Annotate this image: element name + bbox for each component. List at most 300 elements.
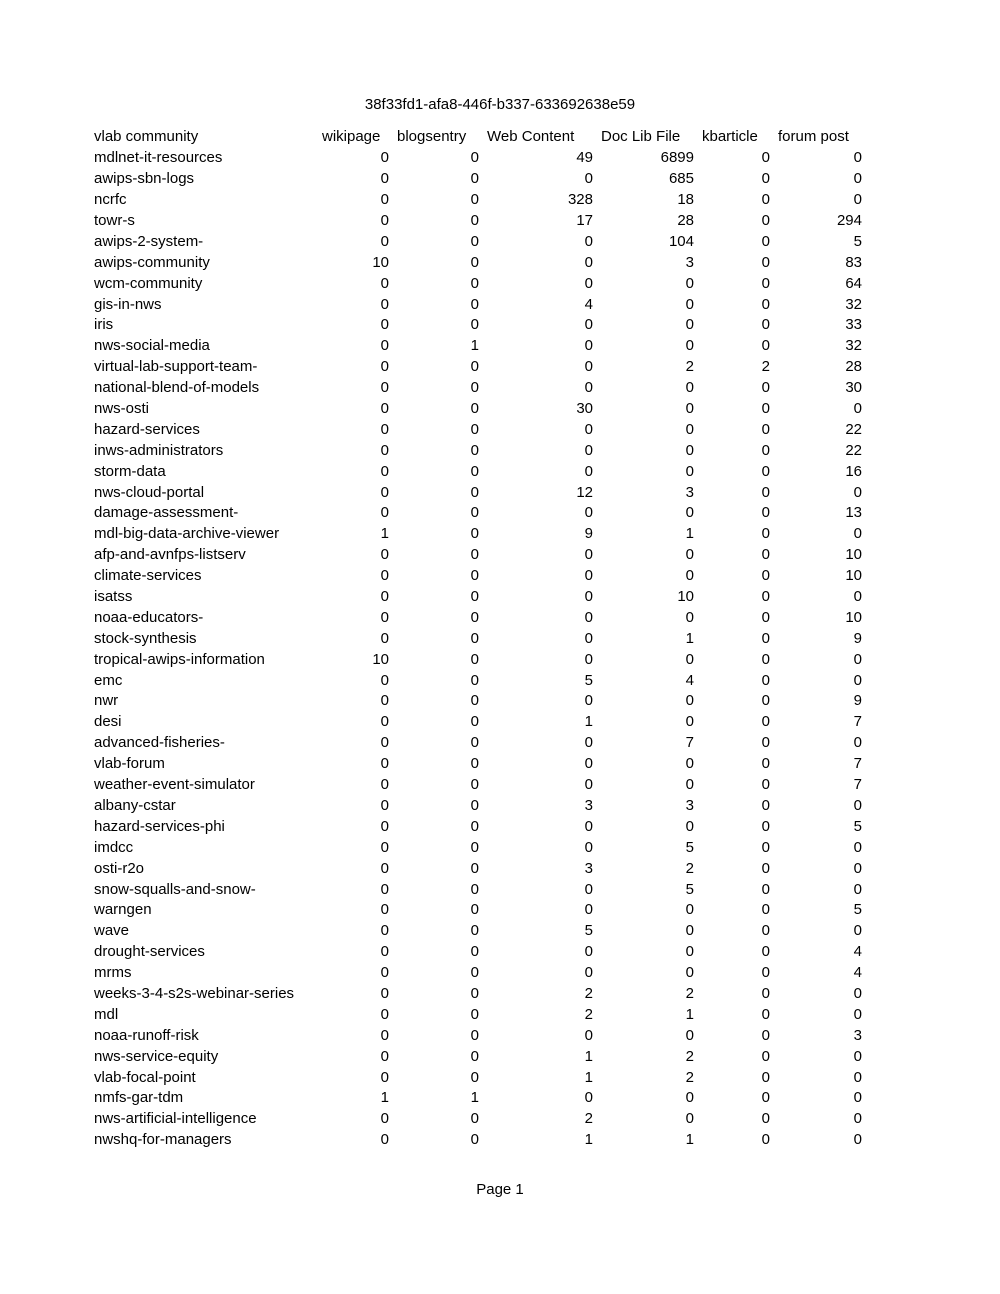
doc-lib-file-count: 0 (685, 420, 694, 438)
doc-lib-file-count: 0 (685, 441, 694, 459)
kbarticle-count: 0 (761, 170, 770, 188)
wikipage-count: 0 (380, 567, 389, 585)
web-content-count: 0 (584, 274, 593, 292)
forum-post-count: 5 (853, 232, 862, 250)
table-row (90, 942, 866, 963)
doc-lib-file-count: 0 (685, 650, 694, 668)
wikipage-count: 0 (380, 588, 389, 606)
doc-lib-file-count: 0 (685, 295, 694, 313)
kbarticle-count: 0 (761, 525, 770, 543)
doc-lib-file-count: 2 (685, 1047, 694, 1065)
blogsentry-count: 0 (470, 212, 479, 229)
community-name: awips-community (94, 253, 210, 271)
doc-lib-file-count: 1 (685, 629, 694, 647)
wikipage-count: 0 (380, 671, 389, 689)
web-content-count: 1 (584, 713, 593, 731)
wikipage-count: 0 (380, 964, 389, 982)
blogsentry-count: 0 (470, 420, 479, 438)
wikipage-count: 0 (380, 274, 389, 292)
doc-lib-file-count: 3 (685, 483, 694, 501)
table-row (90, 837, 866, 858)
community-name: awips-sbn-logs (94, 170, 195, 188)
blogsentry-count: 0 (470, 253, 479, 271)
forum-post-count: 0 (853, 1068, 862, 1086)
forum-post-count: 294 (836, 212, 862, 229)
forum-post-count: 7 (853, 776, 862, 794)
forum-post-count: 83 (845, 253, 862, 271)
doc-lib-file-count: 0 (685, 943, 694, 961)
kbarticle-count: 0 (761, 400, 770, 418)
web-content-count: 0 (584, 170, 593, 188)
blogsentry-count: 0 (470, 796, 479, 814)
table-row (90, 1130, 866, 1151)
wikipage-count: 0 (380, 629, 389, 647)
table-row (90, 1088, 866, 1109)
table-row (90, 858, 866, 879)
kbarticle-count: 0 (761, 922, 770, 940)
wikipage-count: 0 (380, 1110, 389, 1128)
forum-post-count: 30 (845, 379, 862, 397)
table-row (90, 273, 866, 294)
column-header-community: vlab community (94, 128, 199, 146)
web-content-count: 0 (584, 629, 593, 647)
wikipage-count: 0 (380, 943, 389, 961)
table-row (90, 419, 866, 440)
web-content-count: 0 (584, 817, 593, 835)
kbarticle-count: 0 (761, 629, 770, 647)
doc-lib-file-count: 0 (685, 1089, 694, 1107)
wikipage-count: 0 (380, 149, 389, 167)
web-content-count: 0 (584, 253, 593, 271)
doc-lib-file-count: 104 (668, 232, 694, 250)
forum-post-count: 64 (845, 274, 862, 292)
kbarticle-count: 0 (761, 420, 770, 438)
blogsentry-count: 0 (470, 984, 479, 1002)
table-row (90, 190, 866, 211)
kbarticle-count: 0 (761, 943, 770, 961)
wikipage-count: 0 (380, 337, 389, 355)
forum-post-count: 22 (845, 441, 862, 459)
forum-post-count: 10 (845, 546, 862, 564)
table-row (90, 587, 866, 608)
forum-post-count: 0 (853, 671, 862, 689)
blogsentry-count: 0 (470, 191, 479, 209)
table-body (90, 148, 866, 1151)
community-name: nmfs-gar-tdm (94, 1089, 184, 1107)
community-name: albany-cstar (94, 796, 176, 814)
kbarticle-count: 0 (761, 337, 770, 355)
web-content-count: 0 (584, 337, 593, 355)
wikipage-count: 0 (380, 546, 389, 564)
kbarticle-count: 0 (761, 1089, 770, 1107)
forum-post-count: 3 (853, 1026, 862, 1044)
kbarticle-count: 0 (761, 212, 770, 229)
forum-post-count: 0 (853, 922, 862, 940)
wikipage-count: 0 (380, 859, 389, 877)
blogsentry-count: 0 (470, 504, 479, 522)
kbarticle-count: 0 (761, 462, 770, 480)
kbarticle-count: 0 (761, 880, 770, 898)
web-content-count: 5 (584, 671, 593, 689)
wikipage-count: 1 (380, 525, 389, 543)
table-row (90, 1109, 866, 1130)
wikipage-count: 0 (380, 1047, 389, 1065)
table-row (90, 879, 866, 900)
web-content-count: 0 (584, 232, 593, 250)
forum-post-count: 0 (853, 191, 862, 209)
forum-post-count: 7 (853, 755, 862, 773)
forum-post-count: 4 (853, 964, 862, 982)
wikipage-count: 0 (380, 734, 389, 752)
community-name: nws-artificial-intelligence (94, 1110, 257, 1128)
community-name: warngen (94, 901, 152, 919)
web-content-count: 0 (584, 838, 593, 856)
doc-lib-file-count: 0 (685, 567, 694, 585)
table-row (90, 524, 866, 545)
blogsentry-count: 0 (470, 1026, 479, 1044)
forum-post-count: 0 (853, 149, 862, 167)
forum-post-count: 5 (853, 901, 862, 919)
column-header-doc-lib-file: Doc Lib File (601, 128, 681, 146)
forum-post-count: 0 (853, 170, 862, 188)
wikipage-count: 1 (380, 1089, 389, 1107)
web-content-count: 0 (584, 692, 593, 710)
kbarticle-count: 0 (761, 588, 770, 606)
column-header-forum-post: forum post (778, 128, 849, 146)
community-name: nwshq-for-managers (94, 1131, 232, 1149)
wikipage-count: 0 (380, 608, 389, 626)
table-row (90, 1046, 866, 1067)
doc-lib-file-count: 0 (685, 901, 694, 919)
doc-lib-file-count: 0 (685, 337, 694, 355)
doc-lib-file-count: 5 (685, 838, 694, 856)
wikipage-count: 0 (380, 1026, 389, 1044)
web-content-count: 1 (584, 1131, 593, 1149)
blogsentry-count: 0 (470, 546, 479, 564)
kbarticle-count: 0 (761, 316, 770, 334)
kbarticle-count: 0 (761, 295, 770, 313)
blogsentry-count: 0 (470, 817, 479, 835)
blogsentry-count: 0 (470, 149, 479, 167)
forum-post-count: 7 (853, 713, 862, 731)
doc-lib-file-count: 2 (685, 859, 694, 877)
wikipage-count: 0 (380, 984, 389, 1002)
community-name: stock-synthesis (94, 629, 197, 647)
web-content-count: 0 (584, 943, 593, 961)
forum-post-count: 9 (853, 629, 862, 647)
forum-post-count: 0 (853, 984, 862, 1002)
wikipage-count: 0 (380, 1131, 389, 1149)
doc-lib-file-count: 0 (685, 608, 694, 626)
kbarticle-count: 0 (761, 546, 770, 564)
doc-lib-file-count: 0 (685, 274, 694, 292)
doc-lib-file-count: 0 (685, 546, 694, 564)
column-header-wikipage: wikipage (322, 128, 381, 146)
community-name: noaa-educators- (94, 608, 204, 626)
web-content-count: 0 (584, 358, 593, 376)
kbarticle-count: 0 (761, 755, 770, 773)
doc-lib-file-count: 18 (677, 191, 694, 209)
wikipage-count: 0 (380, 922, 389, 940)
forum-post-count: 0 (853, 1005, 862, 1023)
kbarticle-count: 0 (761, 149, 770, 167)
kbarticle-count: 0 (761, 650, 770, 668)
wikipage-count: 0 (380, 232, 389, 250)
web-content-count: 0 (584, 504, 593, 522)
forum-post-count: 5 (853, 817, 862, 835)
web-content-count: 0 (584, 316, 593, 334)
community-name: awips-2-system- (94, 232, 204, 250)
doc-lib-file-count: 10 (677, 588, 694, 606)
doc-lib-file-count: 1 (685, 1005, 694, 1023)
web-content-count: 4 (584, 295, 593, 313)
wikipage-count: 0 (380, 1005, 389, 1023)
doc-lib-file-count: 7 (685, 734, 694, 752)
doc-lib-file-count: 0 (685, 316, 694, 334)
blogsentry-count: 0 (470, 483, 479, 501)
web-content-count: 17 (576, 212, 593, 229)
community-name: drought-services (94, 943, 205, 961)
kbarticle-count: 0 (761, 1026, 770, 1044)
blogsentry-count: 0 (470, 838, 479, 856)
kbarticle-count: 0 (761, 483, 770, 501)
doc-lib-file-count: 685 (668, 170, 694, 188)
web-content-count: 2 (584, 1005, 593, 1023)
doc-lib-file-count: 5 (685, 880, 694, 898)
table-row (90, 378, 866, 399)
table-row (90, 461, 866, 482)
table-row (90, 148, 866, 169)
blogsentry-count: 0 (470, 692, 479, 710)
blogsentry-count: 1 (470, 1089, 479, 1107)
web-content-count: 0 (584, 462, 593, 480)
wikipage-count: 10 (372, 650, 389, 668)
table-row (90, 399, 866, 420)
forum-post-count: 0 (853, 1131, 862, 1149)
table-row (90, 545, 866, 566)
doc-lib-file-count: 0 (685, 713, 694, 731)
doc-lib-file-count: 0 (685, 755, 694, 773)
table-row (90, 315, 866, 336)
web-content-count: 0 (584, 964, 593, 982)
blogsentry-count: 0 (470, 1005, 479, 1023)
community-name: isatss (94, 588, 133, 606)
wikipage-count: 0 (380, 295, 389, 313)
doc-lib-file-count: 0 (685, 817, 694, 835)
blogsentry-count: 0 (470, 734, 479, 752)
wikipage-count: 0 (380, 1068, 389, 1086)
kbarticle-count: 0 (761, 901, 770, 919)
forum-post-count: 0 (853, 1110, 862, 1128)
table-row (90, 1067, 866, 1088)
wikipage-count: 0 (380, 441, 389, 459)
data-table (90, 127, 866, 1151)
web-content-count: 0 (584, 901, 593, 919)
community-name: ncrfc (94, 191, 127, 209)
kbarticle-count: 0 (761, 838, 770, 856)
kbarticle-count: 0 (761, 713, 770, 731)
web-content-count: 0 (584, 420, 593, 438)
kbarticle-count: 0 (761, 1005, 770, 1023)
web-content-count: 0 (584, 1026, 593, 1044)
blogsentry-count: 0 (470, 567, 479, 585)
blogsentry-count: 0 (470, 588, 479, 606)
forum-post-count: 0 (853, 1047, 862, 1065)
wikipage-count: 0 (380, 796, 389, 814)
table-row (90, 566, 866, 587)
forum-post-count: 0 (853, 400, 862, 418)
blogsentry-count: 0 (470, 964, 479, 982)
forum-post-count: 22 (845, 420, 862, 438)
doc-lib-file-count: 3 (685, 796, 694, 814)
table-row (90, 1025, 866, 1046)
blogsentry-count: 0 (470, 776, 479, 794)
kbarticle-count: 0 (761, 984, 770, 1002)
forum-post-count: 33 (845, 316, 862, 334)
blogsentry-count: 0 (470, 1068, 479, 1086)
doc-lib-file-count: 0 (685, 922, 694, 940)
blogsentry-count: 0 (470, 232, 479, 250)
forum-post-count: 0 (853, 880, 862, 898)
community-name: snow-squalls-and-snow- (94, 880, 256, 898)
community-name: weather-event-simulator (94, 776, 255, 794)
table-row (90, 963, 866, 984)
doc-lib-file-count: 0 (685, 692, 694, 710)
forum-post-count: 0 (853, 838, 862, 856)
kbarticle-count: 0 (761, 567, 770, 585)
wikipage-count: 0 (380, 358, 389, 376)
community-name: nws-osti (94, 400, 150, 418)
community-name: hazard-services (94, 420, 200, 438)
table-row (90, 211, 866, 232)
forum-post-count: 0 (853, 1089, 862, 1107)
header-row (90, 127, 866, 148)
blogsentry-count: 0 (470, 316, 479, 334)
community-name: storm-data (94, 462, 166, 480)
doc-lib-file-count: 6899 (660, 149, 694, 167)
forum-post-count: 0 (853, 796, 862, 814)
doc-lib-file-count: 0 (685, 776, 694, 794)
kbarticle-count: 0 (761, 734, 770, 752)
column-header-blogsentry: blogsentry (397, 128, 467, 146)
wikipage-count: 0 (380, 901, 389, 919)
web-content-count: 1 (584, 1047, 593, 1065)
web-content-count: 0 (584, 379, 593, 397)
wikipage-count: 0 (380, 212, 389, 229)
page-number: Page 1 (476, 1181, 524, 1198)
forum-post-count: 28 (845, 358, 862, 376)
web-content-count: 2 (584, 984, 593, 1002)
web-content-count: 0 (584, 650, 593, 668)
community-name: hazard-services-phi (94, 817, 225, 835)
web-content-count: 0 (584, 588, 593, 606)
table-row (90, 733, 866, 754)
table-row (90, 336, 866, 357)
kbarticle-count: 0 (761, 253, 770, 271)
community-name: mdlnet-it-resources (94, 149, 223, 167)
community-name: nws-social-media (94, 337, 210, 355)
forum-post-count: 0 (853, 734, 862, 752)
kbarticle-count: 0 (761, 608, 770, 626)
web-content-count: 0 (584, 776, 593, 794)
doc-lib-file-count: 1 (685, 1131, 694, 1149)
table-row (90, 294, 866, 315)
forum-post-count: 10 (845, 608, 862, 626)
table-row (90, 503, 866, 524)
forum-post-count: 10 (845, 567, 862, 585)
table-row (90, 816, 866, 837)
blogsentry-count: 0 (470, 880, 479, 898)
community-name: wave (94, 922, 130, 940)
doc-lib-file-count: 1 (685, 525, 694, 543)
doc-lib-file-count: 3 (685, 253, 694, 271)
wikipage-count: 0 (380, 755, 389, 773)
kbarticle-count: 0 (761, 776, 770, 794)
wikipage-count: 10 (372, 253, 389, 271)
community-name: vlab-focal-point (94, 1068, 196, 1086)
forum-post-count: 0 (853, 859, 862, 877)
blogsentry-count: 0 (470, 274, 479, 292)
forum-post-count: 0 (853, 483, 862, 501)
blogsentry-count: 0 (470, 713, 479, 731)
web-content-count: 0 (584, 608, 593, 626)
blogsentry-count: 0 (470, 1047, 479, 1065)
blogsentry-count: 0 (470, 441, 479, 459)
community-name: desi (94, 713, 122, 731)
doc-lib-file-count: 0 (685, 379, 694, 397)
wikipage-count: 0 (380, 170, 389, 188)
wikipage-count: 0 (380, 191, 389, 209)
forum-post-count: 4 (853, 943, 862, 961)
community-name: damage-assessment- (94, 504, 239, 522)
kbarticle-count: 0 (761, 441, 770, 459)
doc-lib-file-count: 28 (677, 212, 694, 229)
forum-post-count: 0 (853, 650, 862, 668)
blogsentry-count: 0 (470, 1131, 479, 1149)
forum-post-count: 9 (853, 692, 862, 710)
community-name: imdcc (94, 838, 134, 856)
kbarticle-count: 0 (761, 817, 770, 835)
web-content-count: 0 (584, 880, 593, 898)
community-name: mdl (94, 1005, 119, 1023)
kbarticle-count: 0 (761, 671, 770, 689)
web-content-count: 3 (584, 859, 593, 877)
web-content-count: 0 (584, 734, 593, 752)
community-name: afp-and-avnfps-listserv (94, 546, 246, 564)
doc-lib-file-count: 0 (685, 964, 694, 982)
doc-lib-file-count: 4 (685, 671, 694, 689)
table-row (90, 649, 866, 670)
table-row (90, 440, 866, 461)
blogsentry-count: 0 (470, 650, 479, 668)
wikipage-count: 0 (380, 880, 389, 898)
kbarticle-count: 0 (761, 191, 770, 209)
table-row (90, 900, 866, 921)
wikipage-count: 0 (380, 462, 389, 480)
web-content-count: 3 (584, 796, 593, 814)
community-name: virtual-lab-support-team- (94, 358, 258, 376)
blogsentry-count: 0 (470, 901, 479, 919)
web-content-count: 0 (584, 441, 593, 459)
web-content-count: 49 (576, 149, 593, 167)
kbarticle-count: 0 (761, 274, 770, 292)
community-name: weeks-3-4-s2s-webinar-series (94, 984, 295, 1002)
blogsentry-count: 0 (470, 608, 479, 626)
blogsentry-count: 0 (470, 1110, 479, 1128)
table-row (90, 252, 866, 273)
forum-post-count: 0 (853, 588, 862, 606)
blogsentry-count: 0 (470, 671, 479, 689)
